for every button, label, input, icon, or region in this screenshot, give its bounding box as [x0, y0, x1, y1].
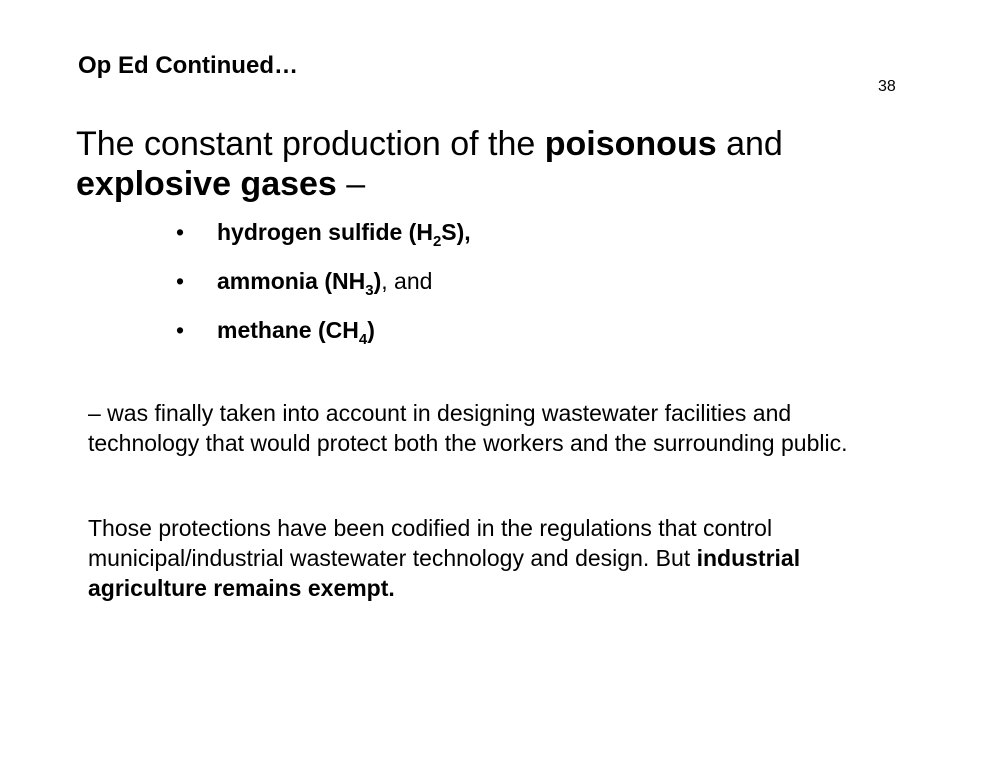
- bullet-icon: •: [176, 268, 185, 294]
- paragraph-text: Those protections have been codified in the regulations that control municipal/industrial wastewater technology and design. But: [88, 515, 773, 571]
- list-item-ammonia: [176, 265, 471, 314]
- bullet-icon: •: [176, 317, 185, 343]
- paragraph-bold-exempt: industrial agriculture remains exempt.: [88, 545, 801, 601]
- gas-name: hydrogen sulfide $(H_2S)$,: [217, 219, 471, 250]
- lead-sentence: [76, 124, 936, 204]
- lead-text: and: [716, 125, 783, 163]
- bullet-icon: •: [176, 219, 185, 245]
- lead-text: The constant production of the: [76, 125, 545, 163]
- gas-name: methane $(CH_4)$: [217, 317, 375, 348]
- list-item-hydrogen-sulfide: [176, 216, 471, 265]
- list-item-methane: [176, 314, 471, 363]
- gas-suffix: , and: [381, 268, 433, 294]
- lead-text: –: [336, 165, 366, 203]
- slide-title: Op Ed Continued…: [78, 52, 298, 79]
- paragraph-protections: [88, 513, 908, 603]
- gas-name: ammonia $(NH_3)$: [217, 268, 382, 299]
- gas-list: [176, 216, 471, 363]
- page-number: 38: [878, 78, 896, 95]
- lead-bold-explosive-gases: explosive gases: [76, 165, 337, 203]
- lead-bold-poisonous: poisonous: [544, 125, 717, 163]
- paragraph-wastewater-facilities: – was finally taken into account in designing wastewater facilities and technology that would protect both the workers and the surrounding public.: [88, 400, 848, 456]
